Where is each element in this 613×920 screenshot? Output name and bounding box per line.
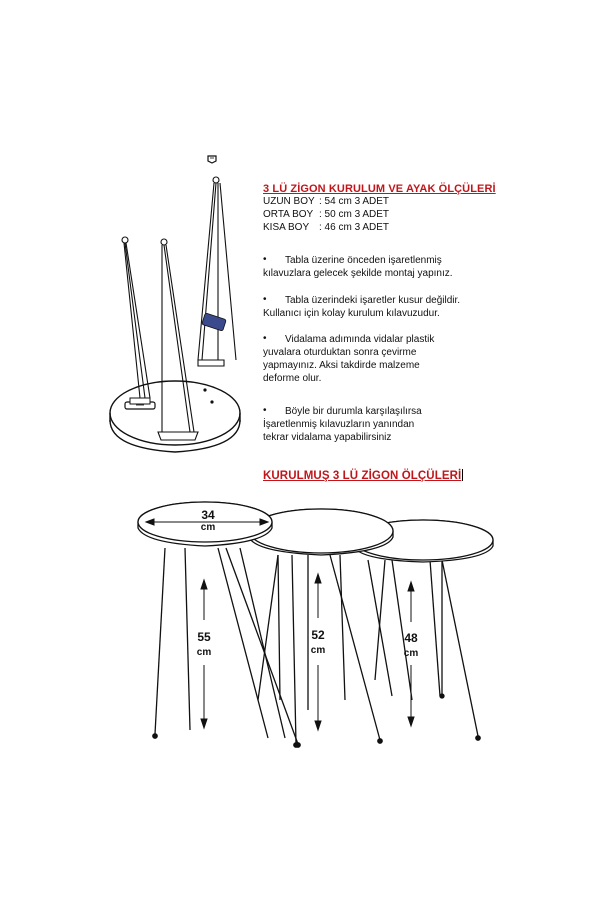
spec-row xyxy=(263,209,389,221)
kit-title: 3 LÜ ZİGON KURULUM VE AYAK ÖLÇÜLERİ xyxy=(263,183,496,195)
instruction-text: Böyle bir durumla karşılaşılırsa İşaretlenmiş kılavuzların yanından tekrar vidalama yapabilirsiniz xyxy=(263,406,422,443)
spec-row xyxy=(263,222,389,234)
height-label xyxy=(302,628,334,656)
instruction-text: Vidalama adımında vidalar plastik yuvalara oturduktan sonra çevirme yapmayınız. Aksi takdirde malzeme deforme olur. xyxy=(263,334,435,384)
instruction-text: Tabla üzerine önceden işaretlenmiş kılavuzlara gelecek şekilde montaj yapınız. xyxy=(263,255,453,279)
assembled-title-text: KURULMUŞ 3 LÜ ZİGON ÖLÇÜLERİ xyxy=(263,470,462,482)
assembled-title xyxy=(263,469,463,482)
instruction-item xyxy=(263,405,483,444)
instruction-item xyxy=(263,254,483,280)
blue-bracket xyxy=(202,313,227,331)
height-value: 55 xyxy=(197,630,211,644)
assembly-illustration xyxy=(100,150,250,465)
text-cursor xyxy=(462,469,463,481)
screw-icon xyxy=(208,156,216,163)
spec-label: ORTA BOY xyxy=(263,209,314,220)
diameter-value: 34 xyxy=(201,508,215,522)
instruction-item xyxy=(263,333,483,385)
height-unit: cm xyxy=(403,648,419,659)
bullet-icon: • xyxy=(263,254,267,265)
mounting-bracket xyxy=(125,398,155,409)
diameter-unit: cm xyxy=(200,522,216,533)
spec-value: : 50 cm 3 ADET xyxy=(319,209,390,220)
leg-set-long xyxy=(122,237,150,398)
spec-label: KISA BOY xyxy=(263,222,310,233)
leg-set-short xyxy=(198,177,236,366)
height-unit: cm xyxy=(196,647,212,658)
spec-value: : 54 cm 3 ADET xyxy=(319,196,390,207)
height-label xyxy=(188,630,220,658)
bullet-icon: • xyxy=(263,333,267,344)
bullet-icon: • xyxy=(263,405,267,416)
diameter-label xyxy=(190,508,226,533)
spec-value: : 46 cm 3 ADET xyxy=(319,222,390,233)
height-label xyxy=(395,631,427,659)
tabletop xyxy=(110,381,240,452)
spec-row xyxy=(263,196,389,208)
instruction-text: Tabla üzerindeki işaretler kusur değildir. Kullanıcı için kolay kurulum kılavuzudur. xyxy=(263,295,461,319)
bullet-icon: • xyxy=(263,294,267,305)
height-value: 52 xyxy=(311,628,325,642)
height-value: 48 xyxy=(404,631,418,645)
assembled-tables-illustration xyxy=(130,500,510,750)
height-unit: cm xyxy=(310,645,326,656)
instruction-item xyxy=(263,294,483,320)
spec-label: UZUN BOY xyxy=(263,196,315,207)
